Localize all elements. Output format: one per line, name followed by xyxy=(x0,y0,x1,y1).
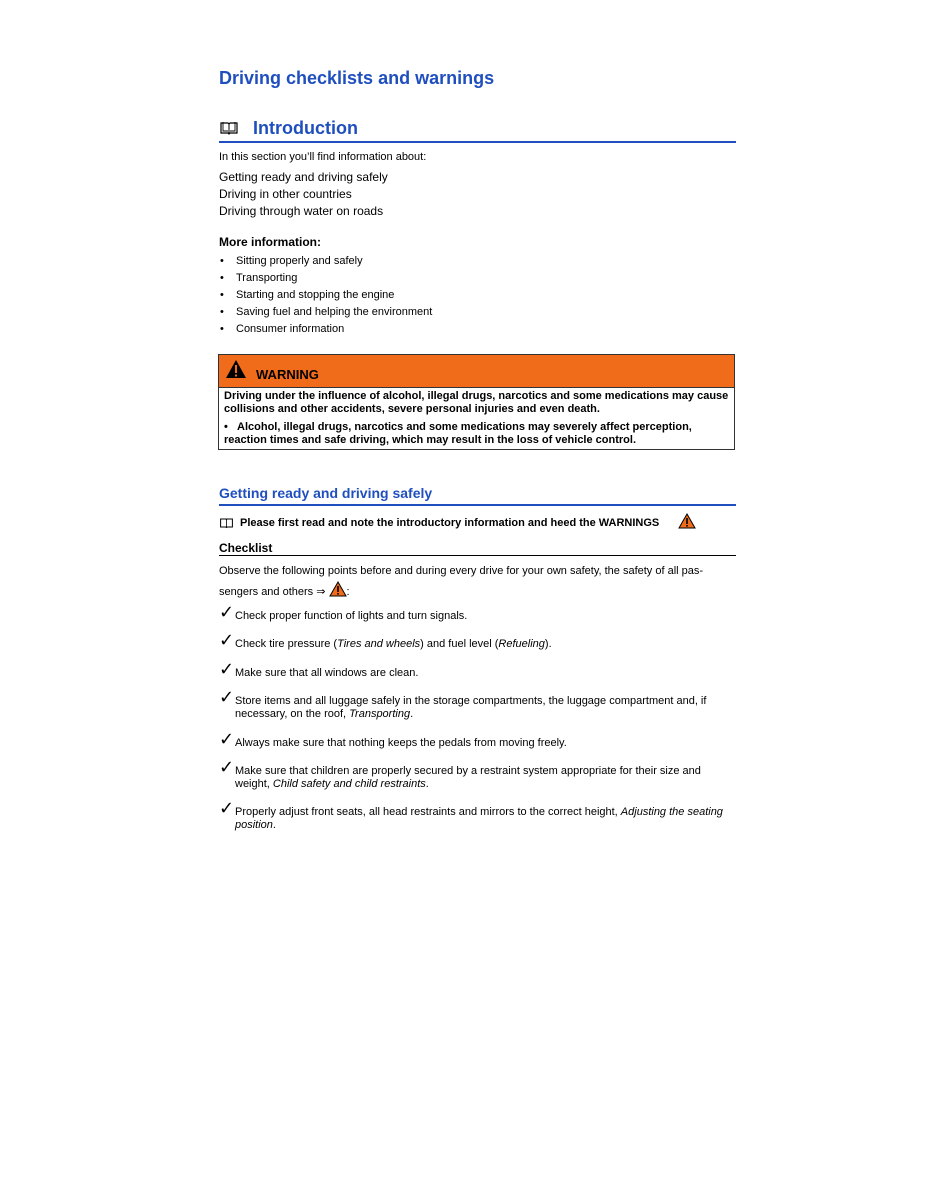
more-information-item[interactable]: • Transporting xyxy=(219,272,432,289)
warning-text: Driving under the influence of alcohol, illegal drugs, narcotics and some medications may cause collisions and other accidents, severe personal injuries and even death. xyxy=(224,390,729,415)
checkmark-icon: ✓ xyxy=(219,630,235,651)
reference-link[interactable]: Refueling xyxy=(498,638,545,650)
warning-box xyxy=(218,354,735,450)
warning-header xyxy=(219,355,734,388)
more-information-label: More information: xyxy=(219,235,321,249)
checklist-item-text: Check tire pressure (Tires and wheels) and fuel level (Refueling). xyxy=(235,638,552,650)
warning-triangle-icon xyxy=(225,359,247,379)
warning-bullet-text xyxy=(224,421,729,447)
introduction-heading-row xyxy=(219,117,736,143)
topic-link[interactable]: Driving in other countries xyxy=(219,187,352,201)
reference-link[interactable]: Child safety and child restraints xyxy=(272,778,426,790)
section-heading: Getting ready and driving safely xyxy=(219,485,736,506)
book-icon xyxy=(220,518,233,528)
warning-body xyxy=(219,388,734,447)
warning-triangle-icon[interactable] xyxy=(678,513,696,529)
warning-text-2: Alcohol, illegal drugs, narcotics and some medications may severely affect perception, reaction times and safe driving, which may result in the loss of vehicle control. xyxy=(224,421,692,446)
checkmark-icon: ✓ xyxy=(219,659,235,680)
checklist-item-text: Check proper function of lights and turn signals. xyxy=(235,610,468,622)
read-note-text: Please first read and note the introductory information and heed the WARNINGS xyxy=(240,517,660,529)
intro-lead: In this section you’ll find information about: xyxy=(219,151,427,163)
warning-bullet: • xyxy=(224,421,228,433)
more-information-item[interactable]: • Saving fuel and helping the environment xyxy=(219,306,432,323)
more-information-list xyxy=(219,255,432,340)
checklist-item-text: Properly adjust front seats, all head restraints and mirrors to the correct height, Adjusting the seating position. xyxy=(235,806,723,831)
checklist-heading: Checklist xyxy=(219,541,736,556)
checklist-item-text: Make sure that all windows are clean. xyxy=(235,667,419,679)
checklist-item-text: Store items and all luggage safely in the storage compartments, the luggage compartment and, if necessary, on the roof, Transporting. xyxy=(235,695,707,720)
checkmark-icon: ✓ xyxy=(219,757,235,778)
reference-link[interactable]: Adjusting the seating position xyxy=(235,806,723,831)
checkmark-icon: ✓ xyxy=(219,798,235,819)
topic-link[interactable]: Getting ready and driving safely xyxy=(219,170,388,184)
more-information-item[interactable]: • Starting and stopping the engine xyxy=(219,289,432,306)
introduction-heading: Introduction xyxy=(253,118,358,138)
more-information-item[interactable]: • Consumer information xyxy=(219,323,432,340)
warning-label: WARNING xyxy=(256,367,319,382)
observe-text: Observe the following points before and during every drive for your own safety, the safety of all pas- sengers and others ⇒ xyxy=(219,565,704,598)
reference-link[interactable]: Transporting xyxy=(349,708,411,720)
more-information-item[interactable]: • Sitting properly and safely xyxy=(219,255,432,272)
checkmark-icon: ✓ xyxy=(219,602,235,623)
topic-link[interactable]: Driving through water on roads xyxy=(219,204,384,218)
page-title: Driving checklists and warnings xyxy=(219,68,495,88)
warning-triangle-icon[interactable] xyxy=(329,581,347,597)
checklist-item-text: Always make sure that nothing keeps the pedals from moving freely. xyxy=(235,737,567,749)
book-icon xyxy=(220,121,238,135)
reference-link[interactable]: Tires and wheels xyxy=(337,638,421,650)
checkmark-icon: ✓ xyxy=(219,687,235,708)
read-note xyxy=(219,513,736,531)
checklist-item-text: Make sure that children are properly secured by a restraint system appropriate for their size and weight, Child safety and child restraints. xyxy=(235,765,701,790)
observe-suffix: : xyxy=(346,586,350,598)
observe-paragraph xyxy=(219,562,736,602)
checkmark-icon: ✓ xyxy=(219,729,235,750)
